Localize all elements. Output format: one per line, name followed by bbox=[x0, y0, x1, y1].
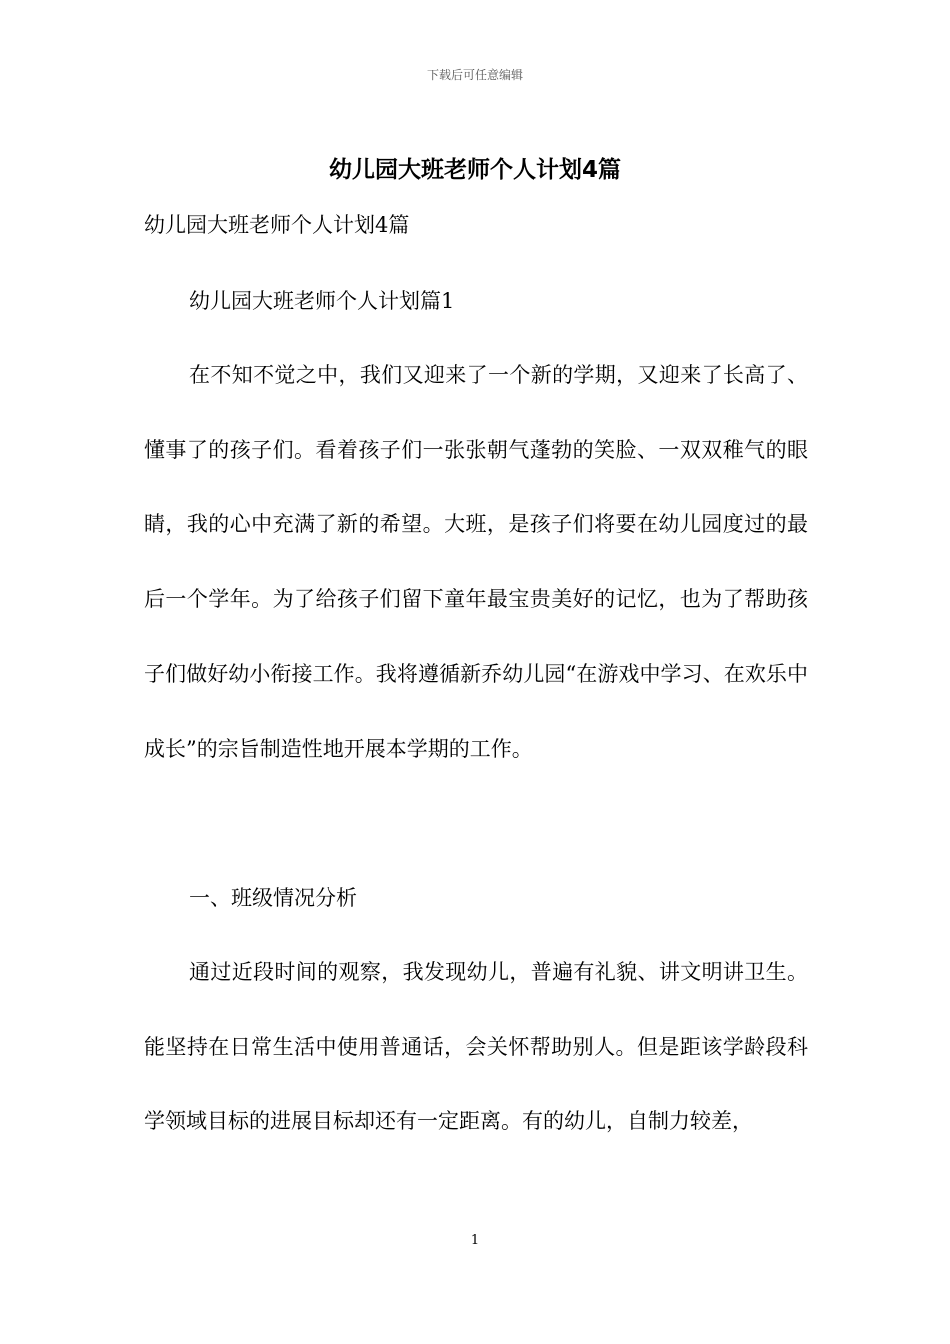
page-number: 1 bbox=[470, 1233, 480, 1248]
document-subtitle: 幼儿园大班老师个人计划4篇 bbox=[144, 213, 410, 237]
header-note: 下载后可任意编辑 bbox=[426, 68, 523, 82]
paragraph-intro: 在不知不觉之中，我们又迎来了一个新的学期，又迎来了长高了、懂事了的孩子们。看着孩子们一张张朝气蓬勃的笑脸、一双双稚气的眼睛，我的心中充满了新的希望。大班，是孩子们将要在幼儿园度过的最后一个学年。为了给孩子们留下童年最宝贵美好的记忆，也为了帮助孩子们做好幼小衔接工作。我将遵循新乔幼儿园“在游戏中学习、在欢乐中成长”的宗旨制造性地开展本学期的工作。 bbox=[144, 363, 808, 761]
section-heading-1: 幼儿园大班老师个人计划篇1 bbox=[189, 289, 455, 313]
subsection-heading-class-analysis: 一、班级情况分析 bbox=[189, 886, 357, 910]
paragraph-class-analysis: 通过近段时间的观察，我发现幼儿，普遍有礼貌、讲文明讲卫生。能坚持在日常生活中使用普通话，会关怀帮助别人。但是距该学龄段科学领域目标的进展目标却还有一定距离。有的幼儿，自制力较差， bbox=[144, 960, 808, 1134]
document-title: 幼儿园大班老师个人计划4篇 bbox=[328, 157, 621, 183]
